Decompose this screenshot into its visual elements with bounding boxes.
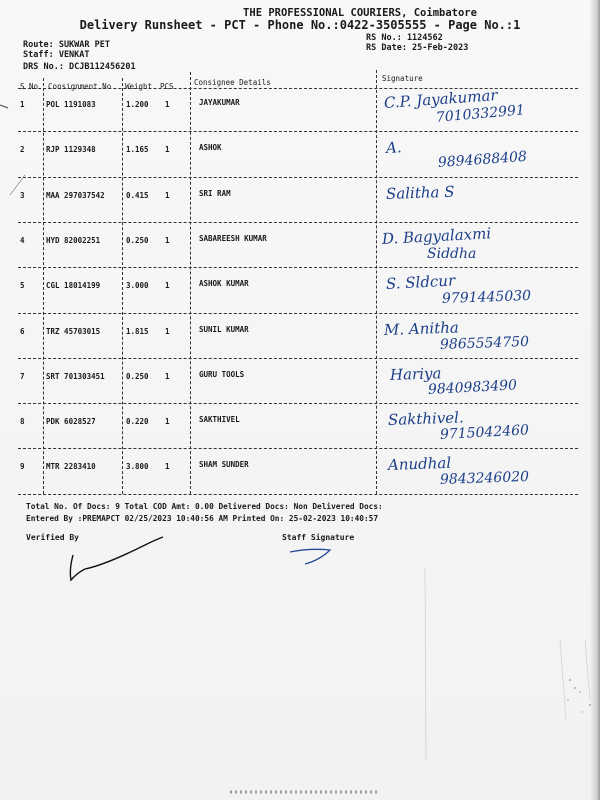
col-consignee-header: Consignee Details <box>194 78 271 87</box>
row-signature-name: M. Anitha <box>383 317 460 339</box>
row-signature-name: Sakthivel. <box>387 408 464 430</box>
row-consignee: SAKTHIVEL <box>199 415 240 425</box>
row-sno: 7 <box>20 371 25 381</box>
row-consignment-no: RJP 1129348 <box>46 145 96 155</box>
row-signature-phone: 9840983490 <box>427 377 518 398</box>
row-sno: 9 <box>20 462 25 472</box>
row-pcs: 1 <box>165 235 170 245</box>
row-consignment-no: CGL 18014199 <box>46 281 101 291</box>
row-signature-phone: 9843246020 <box>439 469 530 489</box>
row-signature-name: Salitha S <box>385 182 455 203</box>
row-consignee: SRI RAM <box>199 188 231 198</box>
row-signature-name: D. Bagyalaxmi <box>381 224 492 248</box>
row-signature-name: S. Sldcur <box>385 271 456 294</box>
row-sno: 6 <box>20 326 25 336</box>
row-signature-name: Anudhal <box>387 454 452 475</box>
row-pcs: 1 <box>165 145 170 155</box>
drs-number: DRS No.: DCJB112456201 <box>23 62 136 72</box>
verified-by-label: Verified By <box>26 533 79 542</box>
row-sno: 2 <box>20 145 25 155</box>
row-pcs: 1 <box>165 462 170 472</box>
row-signature-phone: 7010332991 <box>435 102 526 126</box>
col-consignment-header: Consignment No <box>48 82 112 91</box>
row-weight: 0.220 <box>126 417 149 427</box>
row-sno: 3 <box>20 190 25 200</box>
row-pcs: 1 <box>165 371 170 381</box>
staff-label: Staff: VENKAT <box>23 50 90 60</box>
row-consignee: SUNIL KUMAR <box>199 324 249 334</box>
row-consignee: SHAM SUNDER <box>199 460 249 470</box>
row-weight: 0.415 <box>126 190 149 200</box>
row-pcs: 1 <box>165 417 170 427</box>
staff-signature-label: Staff Signature <box>282 533 355 542</box>
row-consignee: ASHOK KUMAR <box>199 279 249 289</box>
row-sno: 1 <box>20 100 25 109</box>
row-signature-phone: 9715042460 <box>439 422 530 444</box>
row-signature-phone: 9791445030 <box>441 288 532 308</box>
row-weight: 1.165 <box>126 145 149 155</box>
runsheet-title: Delivery Runsheet - PCT - Phone No.:0422-3505555 - Page No.:1 <box>79 18 521 32</box>
row-consignment-no: POL 1191083 <box>46 100 96 109</box>
row-consignment-no: MAA 297037542 <box>46 190 105 200</box>
col-sno-header: S No <box>20 82 39 91</box>
row-sno: 5 <box>20 281 25 291</box>
row-signature-name: A. <box>385 138 403 158</box>
row-weight: 3.800 <box>126 462 149 472</box>
row-weight: 0.250 <box>126 235 149 245</box>
entered-by-line: Entered By :PREMAPCT 02/25/2023 10:40:56 AM Printed On: 25-02-2023 10:40:57 <box>26 514 379 523</box>
row-weight: 3.000 <box>126 281 149 291</box>
col-weight-header: Weight <box>125 82 153 91</box>
row-consignment-no: TRZ 45703015 <box>46 326 101 336</box>
route-label: Route: SUKWAR PET <box>23 40 110 50</box>
row-consignee: GURU TOOLS <box>199 369 245 379</box>
row-pcs: 1 <box>165 326 170 336</box>
row-pcs: 1 <box>165 100 170 109</box>
row-consignee: JAYAKUMAR <box>199 98 240 107</box>
rs-date: RS Date: 25-Feb-2023 <box>366 43 469 53</box>
row-signature-phone: Siddha <box>427 245 477 262</box>
row-weight: 1.200 <box>126 100 149 109</box>
row-signature-phone: 9894688408 <box>437 149 528 172</box>
row-pcs: 1 <box>165 281 170 291</box>
company-title: THE PROFESSIONAL COURIERS, Coimbatore <box>243 7 477 19</box>
row-sno: 4 <box>20 235 25 245</box>
row-signature-name: Hariya <box>389 364 442 384</box>
row-consignment-no: HYD 82002251 <box>46 235 101 245</box>
row-consignment-no: PDK 6028527 <box>46 417 96 427</box>
row-weight: 0.250 <box>126 371 149 381</box>
totals-line: Total No. Of Docs: 9 Total COD Amt: 0.00 Delivered Docs: Non Delivered Docs: <box>26 502 383 511</box>
rs-number: RS No.: 1124562 <box>366 33 443 43</box>
col-pcs-header: PCS <box>160 82 174 91</box>
row-consignee: ASHOK <box>199 143 222 153</box>
row-consignment-no: SRT 701303451 <box>46 371 105 381</box>
row-pcs: 1 <box>165 190 170 200</box>
row-weight: 1.815 <box>126 326 149 336</box>
row-consignee: SABAREESH KUMAR <box>199 233 267 243</box>
row-signature-phone: 9865554750 <box>439 333 530 353</box>
row-sno: 8 <box>20 417 25 427</box>
col-signature-header: Signature <box>382 74 423 83</box>
row-consignment-no: MTR 2283410 <box>46 462 96 472</box>
row-signature-name: C.P. Jayakumar <box>383 86 499 112</box>
